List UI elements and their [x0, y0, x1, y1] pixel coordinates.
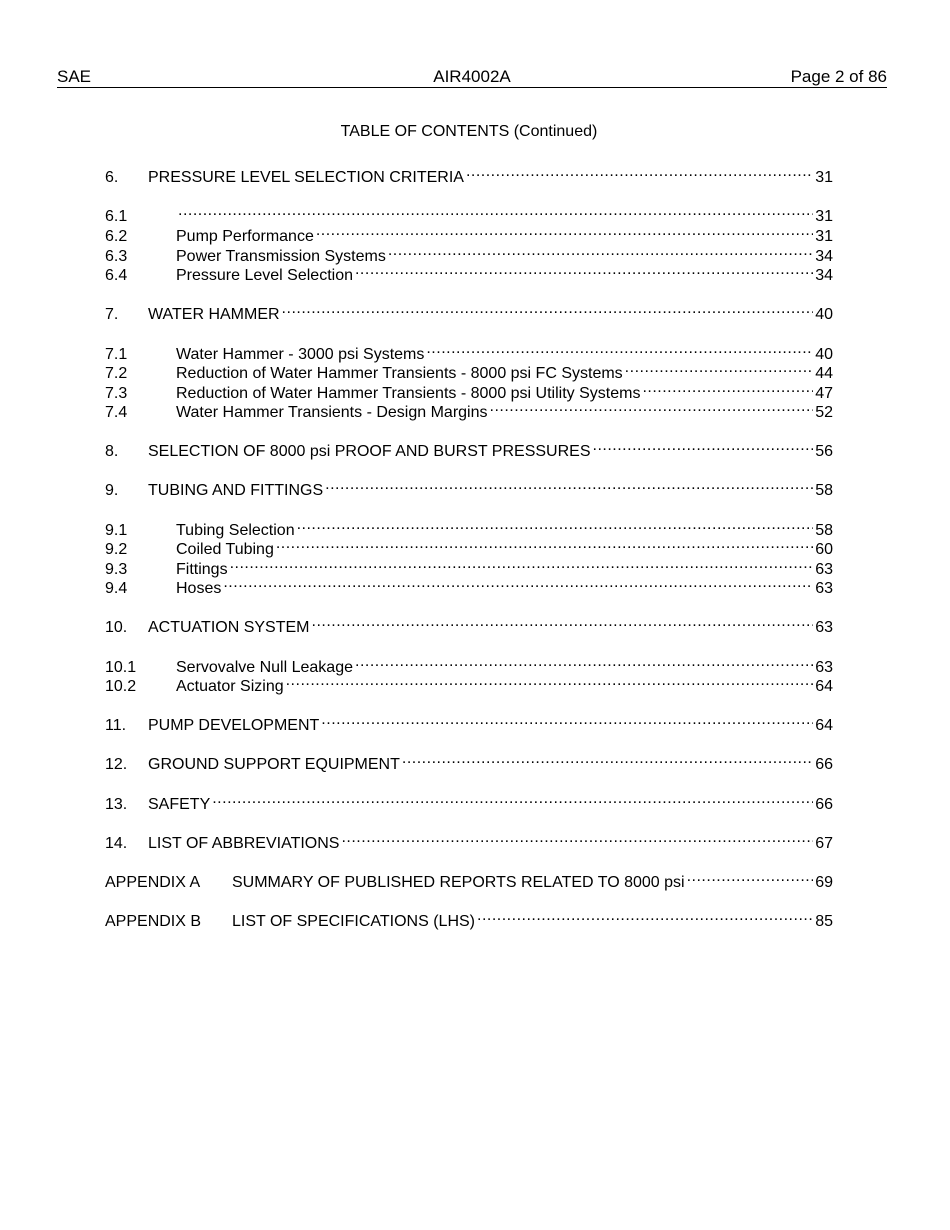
toc-entry[interactable]: [105, 299, 833, 323]
toc-dot-leader: [687, 867, 814, 887]
toc-entry[interactable]: [105, 436, 833, 460]
toc-entry[interactable]: [105, 789, 833, 813]
toc-entry[interactable]: [105, 339, 833, 363]
toc-entry[interactable]: [105, 749, 833, 773]
toc-dot-leader: [642, 378, 813, 398]
toc-entry[interactable]: [105, 828, 833, 852]
toc-entry-page: 63: [815, 619, 833, 636]
toc-entry-number: 13.: [105, 796, 128, 813]
toc-entry[interactable]: [105, 475, 833, 499]
toc-dot-leader: [341, 828, 813, 848]
toc-entry-title: Water Hammer Transients - Design Margins: [176, 404, 488, 421]
toc-entry[interactable]: [105, 241, 833, 265]
toc-entry[interactable]: [105, 554, 833, 578]
toc-entry[interactable]: [105, 867, 833, 891]
toc-entry[interactable]: [105, 162, 833, 186]
toc-entry-number: 6.4: [105, 267, 128, 284]
toc-entry-page: 60: [815, 541, 833, 558]
toc-entry-page: 66: [815, 796, 833, 813]
toc-dot-leader: [593, 436, 814, 456]
toc-dot-leader: [325, 475, 813, 495]
toc-entry-number: 9.2: [105, 541, 128, 558]
toc-entry[interactable]: [105, 201, 833, 225]
toc-dot-leader: [355, 260, 813, 280]
toc-entry-title: Coiled Tubing: [176, 541, 274, 558]
toc-entry-page: 64: [815, 717, 833, 734]
toc-dot-leader: [490, 397, 814, 417]
toc-entry[interactable]: [105, 652, 833, 676]
toc-dot-leader: [466, 162, 813, 182]
toc-entry-page: 67: [815, 835, 833, 852]
toc-entry-page: 31: [815, 228, 833, 245]
toc-entry-title: Reduction of Water Hammer Transients - 8000 psi FC Systems: [176, 365, 623, 382]
toc-entry-number: 10.2: [105, 678, 137, 695]
toc-entry-number: 7.2: [105, 365, 128, 382]
toc-entry-page: 63: [815, 580, 833, 597]
toc-entry-number: 7.1: [105, 346, 128, 363]
toc-entry-number: 9.1: [105, 522, 128, 539]
toc-dot-leader: [276, 534, 813, 554]
toc-entry-number: 6.2: [105, 228, 128, 245]
toc-entry-page: 31: [815, 208, 833, 225]
toc-entry-page: 52: [815, 404, 833, 421]
toc-entry-number: APPENDIX A: [105, 874, 201, 891]
toc-entry-title: Servovalve Null Leakage: [176, 659, 353, 676]
page-header: [57, 66, 887, 88]
toc-entry-title: Pressure Level Selection: [176, 267, 353, 284]
toc-entry-title: SAFETY: [148, 796, 211, 813]
toc-dot-leader: [316, 221, 813, 241]
toc-entry-page: 40: [815, 346, 833, 363]
toc-entry-page: 66: [815, 756, 833, 773]
toc-entry-number: 12.: [105, 756, 128, 773]
toc-dot-leader: [388, 241, 813, 261]
toc-entry-title: LIST OF SPECIFICATIONS (LHS): [232, 913, 475, 930]
toc-entry[interactable]: [105, 221, 833, 245]
header-organization: SAE: [57, 67, 92, 86]
toc-entry-title: GROUND SUPPORT EQUIPMENT: [148, 756, 400, 773]
toc-entry-page: 31: [815, 169, 833, 186]
toc-entry-title: PRESSURE LEVEL SELECTION CRITERIA: [148, 169, 464, 186]
toc-entry-page: 47: [815, 385, 833, 402]
toc-entry-page: 44: [815, 365, 833, 382]
toc-dot-leader: [178, 201, 813, 221]
toc-entry[interactable]: [105, 906, 833, 930]
toc-entry[interactable]: [105, 397, 833, 421]
toc-entry-title: TUBING AND FITTINGS: [148, 482, 324, 499]
toc-entry[interactable]: [105, 534, 833, 558]
toc-entry-number: 11.: [105, 717, 127, 734]
toc-title: TABLE OF CONTENTS (Continued): [340, 123, 598, 140]
toc-dot-leader: [212, 789, 813, 809]
toc-entry-title: Tubing Selection: [176, 522, 295, 539]
toc-entry-number: 6.1: [105, 208, 128, 225]
toc-dot-leader: [282, 299, 814, 319]
toc-entry-title: Hoses: [176, 580, 222, 597]
toc-entry-page: 56: [815, 443, 833, 460]
toc-dot-leader: [321, 710, 813, 730]
header-page-number: Page 2 of 86: [790, 67, 887, 86]
toc-entry-number: 7.4: [105, 404, 128, 421]
toc-entry-number: APPENDIX B: [105, 913, 202, 930]
toc-dot-leader: [402, 749, 813, 769]
toc-entry-page: 58: [815, 522, 833, 539]
toc-dot-leader: [312, 612, 814, 632]
toc-entry-title: Power Transmission Systems: [176, 248, 386, 265]
toc-entry[interactable]: [105, 612, 833, 636]
toc-entry-number: 7.: [105, 306, 119, 323]
toc-entry-number: 6.: [105, 169, 119, 186]
toc-entry-page: 85: [815, 913, 833, 930]
toc-entry-page: 69: [815, 874, 833, 891]
toc-dot-leader: [355, 652, 813, 672]
toc-entry-number: 10.: [105, 619, 128, 636]
toc-entry-page: 58: [815, 482, 833, 499]
toc-entry-number: 9.: [105, 482, 119, 499]
toc-dot-leader: [477, 906, 813, 926]
toc-entry-number: 8.: [105, 443, 119, 460]
toc-entry-number: 6.3: [105, 248, 128, 265]
toc-entry-number: 9.3: [105, 561, 128, 578]
toc-entry-page: 64: [815, 678, 833, 695]
toc-entry-title: LIST OF ABBREVIATIONS: [148, 835, 340, 852]
toc-entry-page: 34: [815, 267, 833, 284]
header-document-number: AIR4002A: [433, 67, 511, 86]
toc-entry-title: SELECTION OF 8000 psi PROOF AND BURST PRESSURES: [148, 443, 591, 460]
toc-entry-page: 63: [815, 561, 833, 578]
toc-entry-title: Reduction of Water Hammer Transients - 8000 psi Utility Systems: [176, 385, 641, 402]
toc-entry-title: Pump Performance: [176, 228, 314, 245]
toc-entry[interactable]: [105, 573, 833, 597]
toc-entry[interactable]: [105, 358, 833, 382]
toc-entry[interactable]: [105, 515, 833, 539]
toc-entry-number: 10.1: [105, 659, 137, 676]
toc-dot-leader: [230, 554, 814, 574]
toc-entry[interactable]: [105, 378, 833, 402]
toc-entry-page: 34: [815, 248, 833, 265]
toc-entry[interactable]: [105, 710, 833, 734]
toc-entry-number: 14.: [105, 835, 128, 852]
toc-entry[interactable]: [105, 671, 833, 695]
toc-entry-title: PUMP DEVELOPMENT: [148, 717, 320, 734]
toc-entry[interactable]: [105, 260, 833, 284]
toc-entry-title: Water Hammer - 3000 psi Systems: [176, 346, 425, 363]
toc-entry-title: SUMMARY OF PUBLISHED REPORTS RELATED TO 8000 psi: [232, 874, 685, 891]
toc-entry-title: Fittings: [176, 561, 228, 578]
toc-entry-page: 63: [815, 659, 833, 676]
toc-entry-title: Actuator Sizing: [176, 678, 284, 695]
toc-entry-title: ACTUATION SYSTEM: [148, 619, 310, 636]
toc-entry-page: 40: [815, 306, 833, 323]
toc-entry-number: 9.4: [105, 580, 128, 597]
toc-dot-leader: [426, 339, 813, 359]
toc-dot-leader: [286, 671, 814, 691]
toc-dot-leader: [223, 573, 813, 593]
toc-dot-leader: [297, 515, 814, 535]
toc-entry-title: WATER HAMMER: [148, 306, 280, 323]
toc-entry-number: 7.3: [105, 385, 128, 402]
toc-dot-leader: [625, 358, 814, 378]
